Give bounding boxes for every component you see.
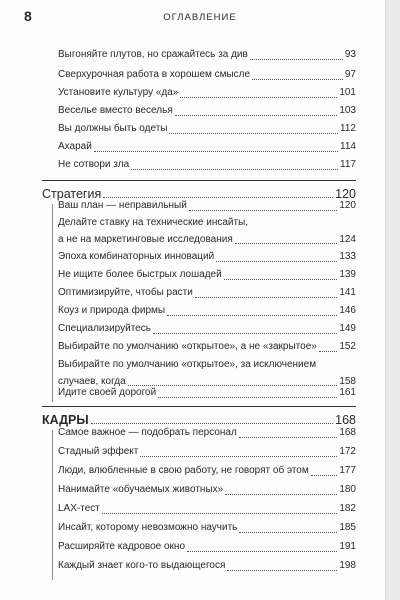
toc-entry-title-line: Делайте ставку на технические инсайты, <box>58 217 249 228</box>
section-side-rule <box>52 204 53 402</box>
toc-entry[interactable] <box>58 481 356 499</box>
toc-entry-page: 152 <box>339 341 356 352</box>
toc-entry-title-line: Выбирайте по умолчанию «открытое», за исключением <box>58 359 317 370</box>
dot-leader <box>319 340 337 352</box>
toc-entry-page: 93 <box>344 49 356 60</box>
dot-leader <box>239 426 338 438</box>
toc-entry[interactable] <box>58 138 356 156</box>
toc-entry-page: 158 <box>339 376 356 387</box>
toc-entry-page: 185 <box>339 522 356 533</box>
toc-entry[interactable] <box>58 266 356 284</box>
dot-leader <box>311 464 338 476</box>
toc-entry-title: Оптимизируйте, чтобы расти <box>58 287 193 298</box>
toc-entry[interactable] <box>58 120 356 138</box>
dot-leader <box>167 304 337 316</box>
toc-entry-page: 103 <box>339 105 356 116</box>
toc-entry[interactable] <box>58 248 356 266</box>
toc-entry[interactable] <box>58 384 356 402</box>
toc-entry[interactable] <box>58 284 356 302</box>
dot-leader <box>131 158 338 170</box>
toc-entry-title: Расширяйте кадровое окно <box>58 541 186 552</box>
page-number: 8 <box>24 8 32 24</box>
toc-entry-page: 146 <box>339 305 356 316</box>
toc-entry-title: Самое важное — подобрать персонал <box>58 427 237 438</box>
toc-entry[interactable] <box>58 102 356 120</box>
toc-entry-title: Каждый знает кого-то выдающегося <box>58 560 226 571</box>
dot-leader <box>91 411 334 424</box>
section-title: КАДРЫ <box>42 413 89 427</box>
toc-entry-title: Люди, влюбленные в свою работу, не говорят об этом <box>58 465 309 476</box>
toc-entry-title: случаев, когда <box>58 376 126 387</box>
dot-leader <box>195 286 337 298</box>
dot-leader <box>189 199 338 211</box>
dot-leader <box>169 122 338 134</box>
toc-entry[interactable] <box>58 84 356 102</box>
toc-entry-title: Ахарай <box>58 141 92 152</box>
toc-entry-title: Инсайт, которому невозможно научить <box>58 522 238 533</box>
toc-entry-page: 97 <box>344 69 356 80</box>
toc-entry[interactable] <box>58 197 356 215</box>
toc-entry[interactable] <box>58 443 356 461</box>
section-title: Стратегия <box>42 187 102 201</box>
dot-leader <box>235 232 338 244</box>
dot-leader <box>216 250 337 262</box>
toc-entry[interactable] <box>58 214 356 248</box>
toc-entry-page: 172 <box>339 446 356 457</box>
dot-leader <box>94 140 338 152</box>
toc-entry-page: 133 <box>339 251 356 262</box>
toc-entry-page: 180 <box>339 484 356 495</box>
toc-entry-title: Выгоняйте плутов, но сражайтесь за див <box>58 49 248 60</box>
toc-entry-page: 139 <box>339 269 356 280</box>
toc-entry-page: 177 <box>339 465 356 476</box>
dot-leader <box>158 386 337 398</box>
toc-entry[interactable] <box>58 462 356 480</box>
toc-entry[interactable] <box>58 66 356 84</box>
section-page: 120 <box>335 187 356 201</box>
toc-entry-page: 149 <box>339 323 356 334</box>
toc-entry-page: 141 <box>339 287 356 298</box>
toc-entry[interactable] <box>58 424 356 442</box>
toc-entry-title: Стадный эффект <box>58 446 139 457</box>
dot-leader <box>153 322 337 334</box>
toc-entry-title: Идите своей дорогой <box>58 387 157 398</box>
toc-entry-title: Выбирайте по умолчанию «открытое», а не «закрытое» <box>58 341 317 352</box>
toc-entry-page: 198 <box>339 560 356 571</box>
toc-entry-title: Веселье вместо веселья <box>58 105 173 116</box>
toc-entry[interactable] <box>58 500 356 518</box>
dot-leader <box>252 68 343 80</box>
toc-entry[interactable] <box>58 519 356 537</box>
toc-entry-title: Сверхурочная работа в хорошем смысле <box>58 69 251 80</box>
running-head: ОГЛАВЛЕНИЕ <box>163 12 237 23</box>
toc-entry-title: а не на маркетинговые исследования <box>58 234 233 245</box>
toc-entry-title: Не сотвори зла <box>58 159 130 170</box>
section-page: 168 <box>335 413 356 427</box>
toc-entry-page: 120 <box>339 200 356 211</box>
toc-entry[interactable] <box>58 320 356 338</box>
toc-entry[interactable] <box>58 557 356 575</box>
toc-entry[interactable] <box>58 156 356 174</box>
page-edge <box>385 0 400 600</box>
dot-leader <box>187 540 337 552</box>
toc-entry[interactable] <box>58 302 356 320</box>
dot-leader <box>250 48 343 60</box>
section-side-rule <box>52 430 53 580</box>
toc-entry-title: Специализируйтесь <box>58 323 151 334</box>
dot-leader <box>239 521 337 533</box>
toc-entry-page: 168 <box>339 427 356 438</box>
toc-entry-title: Ваш план — неправильный <box>58 200 187 211</box>
dot-leader <box>175 104 338 116</box>
toc-entry[interactable] <box>58 338 356 356</box>
toc-entry-page: 191 <box>339 541 356 552</box>
toc-entry-page: 112 <box>340 123 356 134</box>
toc-entry-title: Установите культуру «да» <box>58 87 179 98</box>
toc-entry-page: 101 <box>339 87 356 98</box>
dot-leader <box>225 483 337 495</box>
toc-entry-title: Коуз и природа фирмы <box>58 305 166 316</box>
dot-leader <box>102 502 337 514</box>
dot-leader <box>224 268 338 280</box>
toc-entry-page: 161 <box>339 387 356 398</box>
toc-entry-title: Не ищите более быстрых лошадей <box>58 269 222 280</box>
toc-entry-title: Эпоха комбинаторных инноваций <box>58 251 215 262</box>
toc-entry[interactable] <box>58 538 356 556</box>
dot-leader <box>227 559 337 571</box>
dot-leader <box>140 445 337 457</box>
toc-entry[interactable] <box>58 46 356 64</box>
toc-entry-page: 114 <box>340 141 356 152</box>
toc-entry-page: 117 <box>340 159 356 170</box>
toc-entry-title: Нанимайте «обучаемых животных» <box>58 484 224 495</box>
dot-leader <box>180 86 337 98</box>
toc-entry-page: 124 <box>339 234 356 245</box>
toc-entry-title: Вы должны быть одеты <box>58 123 168 134</box>
toc-entry-title: LAX-тест <box>58 503 100 514</box>
toc-entry-page: 182 <box>339 503 356 514</box>
